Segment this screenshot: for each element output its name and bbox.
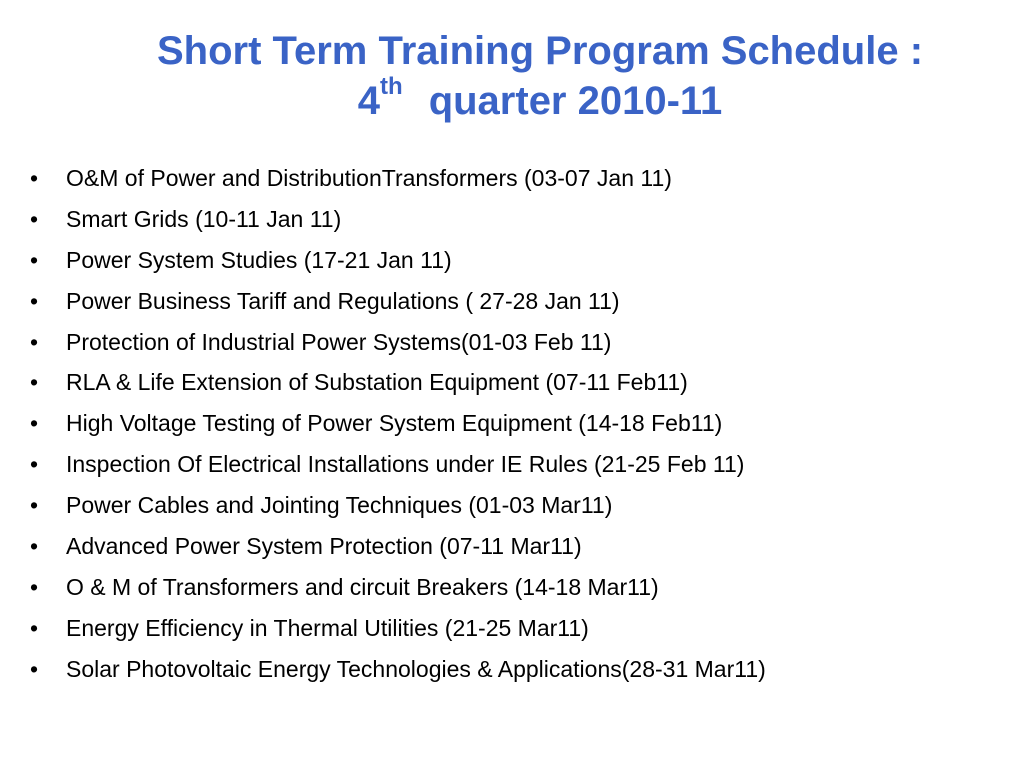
list-item — [30, 362, 1010, 403]
title-line-1: Short Term Training Program Schedule : — [156, 29, 924, 73]
title-quarter-text: quarter 2010-11 — [428, 79, 723, 123]
list-item-text: Power System Studies (17-21 Jan 11) — [66, 246, 452, 273]
title-line-2 — [40, 72, 1024, 126]
list-item-text: RLA & Life Extension of Substation Equipment (07-11 Feb11) — [66, 369, 688, 396]
list-item — [30, 485, 1010, 526]
list-item — [30, 158, 1010, 199]
training-program-list — [30, 158, 1010, 690]
list-item — [30, 444, 1010, 485]
title-ordinal-suffix: th — [380, 72, 403, 100]
list-item-text: Smart Grids (10-11 Jan 11) — [66, 205, 342, 232]
list-item — [30, 199, 1010, 240]
list-item — [30, 649, 1010, 690]
title-ordinal-number: 4 — [357, 79, 381, 123]
list-item — [30, 403, 1010, 444]
slide-title — [40, 26, 1024, 126]
list-item-text: O & M of Transformers and circuit Breakers (14-18 Mar11) — [66, 573, 659, 600]
list-item — [30, 322, 1010, 363]
list-item-text: Power Business Tariff and Regulations ( 27-28 Jan 11) — [66, 287, 620, 314]
bullet-icon: • — [30, 165, 39, 191]
list-item-text: Advanced Power System Protection (07-11 Mar11) — [66, 533, 582, 560]
list-item — [30, 608, 1010, 649]
bullet-icon: • — [30, 328, 39, 355]
list-item-text: Energy Efficiency in Thermal Utilities (21-25 Mar11) — [66, 614, 589, 641]
bullet-icon: • — [30, 369, 39, 396]
bullet-icon: • — [30, 287, 39, 314]
bullet-icon: • — [30, 246, 39, 273]
bullet-icon: • — [30, 573, 39, 600]
list-item-text: Solar Photovoltaic Energy Technologies & Applications(28-31 Mar11) — [66, 655, 766, 682]
bullet-icon: • — [30, 410, 39, 437]
bullet-icon: • — [30, 533, 39, 560]
list-item-text: Protection of Industrial Power Systems(01-03 Feb 11) — [66, 328, 612, 355]
bullet-icon: • — [30, 614, 39, 641]
list-item — [30, 240, 1010, 281]
bullet-icon: • — [30, 492, 39, 519]
bullet-icon: • — [30, 655, 39, 682]
list-item-text: High Voltage Testing of Power System Equipment (14-18 Feb11) — [66, 410, 723, 437]
list-item — [30, 567, 1010, 608]
bullet-icon: • — [30, 205, 39, 232]
bullet-icon: • — [30, 451, 39, 478]
list-item — [30, 526, 1010, 567]
list-item — [30, 281, 1010, 322]
list-item-text: Power Cables and Jointing Techniques (01-03 Mar11) — [66, 492, 613, 519]
list-item-text: O&M of Power and DistributionTransformers (03-07 Jan 11) — [66, 165, 672, 191]
list-item-text: Inspection Of Electrical Installations under IE Rules (21-25 Feb 11) — [66, 451, 745, 478]
